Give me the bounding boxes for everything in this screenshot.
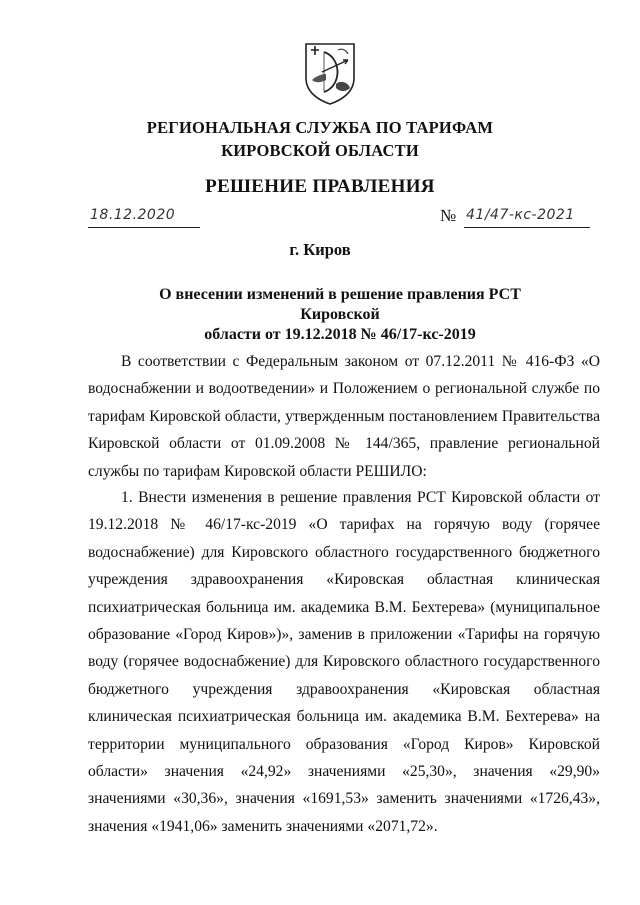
document-subject	[120, 285, 560, 345]
subject-line2: области от 19.12.2018 № 46/17-кс-2019	[204, 326, 476, 343]
number-sign: №	[440, 206, 457, 225]
subject-line1: О внесении изменений в решение правления РСТ Кировской	[159, 286, 521, 323]
city-line: г. Киров	[289, 240, 351, 259]
organization-name-line2: КИРОВСКОЙ ОБЛАСТИ	[221, 141, 419, 160]
document-type-title: РЕШЕНИЕ ПРАВЛЕНИЯ	[205, 176, 435, 197]
date-underline	[88, 227, 200, 228]
preamble-paragraph: В соответствии с Федеральным законом от 07.12.2011 № 416-ФЗ «О водоснабжении и водоотведении» и Положением о региональной службе по тарифам Кировской области, утвержденным постановлением Правительства Кировской области от 01.09.2008 № 144/365, правление региональной службы по тарифам Кировской области РЕШИЛО:	[88, 353, 600, 480]
decision-number: 41/47-кс-2021	[466, 207, 575, 223]
decision-date-field	[88, 205, 200, 229]
organization-name-line1: РЕГИОНАЛЬНАЯ СЛУЖБА ПО ТАРИФАМ	[146, 118, 494, 137]
kirov-coat-of-arms-icon	[300, 40, 360, 106]
decision-item-1: 1. Внести изменения в решение правления РСТ Кировской области от 19.12.2018 № 46/17-кс-2019 «О тарифах на горячую воду (горячее водоснабжение) для Кировского областного государственного бюджетного учреждения здравоохранения «Кировская областная клиническая психиатрическая больница им. академика В.М. Бехтерева» (муниципальное образование «Город Киров»)», заменив в приложении «Тарифы на горячую воду (горячее водоснабжение) для Кировского областного государственного бюджетного учреждения здравоохранения «Кировская областная клиническая психиатрическая больница им. академика В.М. Бехтерева» на территории муниципального образования «Город Киров» Кировской области» значения «24,92» значениями «25,30», значения «29,90» значениями «30,36», значения «1691,53» заменить значениями «1726,43», значения «1941,06» заменить значениями «2071,72».	[88, 489, 600, 835]
number-underline	[464, 227, 590, 228]
decision-number-field	[440, 205, 590, 229]
decision-date: 18.12.2020	[90, 207, 176, 223]
